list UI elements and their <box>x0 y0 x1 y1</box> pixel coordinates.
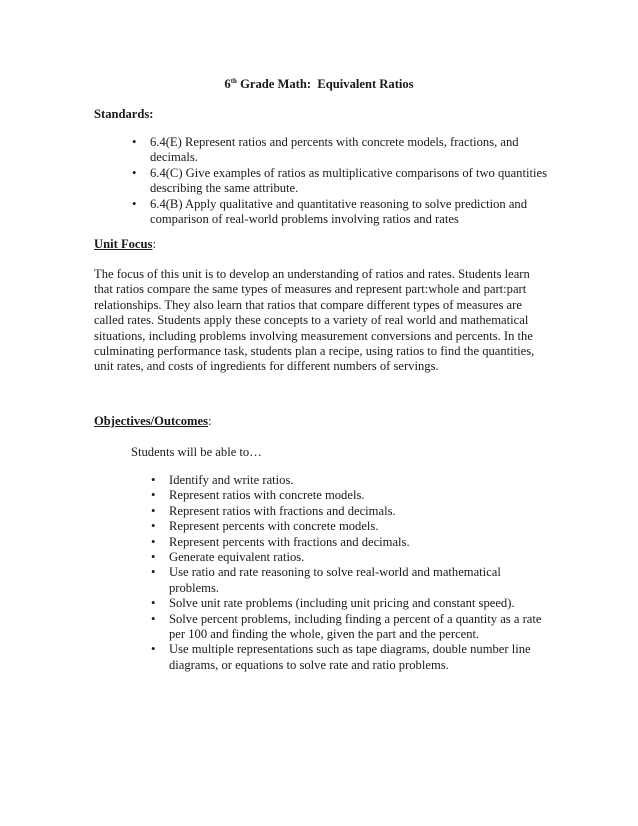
objective-item <box>151 503 549 519</box>
standard-item-text: 6.4(B) Apply qualitative and quantitative reasoning to solve prediction and comparison of real-world problems involving ratios and rates <box>150 196 528 227</box>
objective-item-text: Use multiple representations such as tape diagrams, double number line diagrams, or equations to solve rate and ratio problems. <box>169 642 531 672</box>
objective-item <box>151 565 549 596</box>
objective-item <box>151 550 549 565</box>
standards-list <box>132 135 550 227</box>
objective-item-text: Solve unit rate problems (including unit pricing and constant speed). <box>169 596 515 611</box>
bullet-icon: • <box>151 565 156 580</box>
bullet-icon: • <box>132 135 137 149</box>
unit-focus-body: The focus of this unit is to develop an understanding of ratios and rates. Students learn that ratios compare the same types of measures and represent part:whole and part:part relationships. They also learn that ratios that compare different types of measures are called rates. Students apply these concepts to a variety of real world and mathematical situations, including problems involving measurement conversions and percents. In the culminating performance task, students plan a recipe, using ratios to find the quantities, unit rates, and costs of ingredients for different numbers of servings. <box>94 267 535 374</box>
document-title <box>0 77 638 92</box>
objective-item-text: Represent percents with fractions and decimals. <box>169 534 410 549</box>
bullet-icon: • <box>151 534 156 549</box>
unit-focus-heading-colon: : <box>152 237 156 251</box>
objective-item <box>151 473 549 488</box>
objective-item <box>151 611 549 643</box>
bullet-icon: • <box>132 196 137 211</box>
objective-item-text: Generate equivalent ratios. <box>169 550 305 565</box>
objectives-heading-colon: : <box>208 414 212 428</box>
objective-item <box>151 534 549 550</box>
standard-item-text: 6.4(C) Give examples of ratios as multiplicative comparisons of two quantities describing the same attribute. <box>150 165 547 196</box>
bullet-icon: • <box>151 473 156 487</box>
objective-item-text: Represent ratios with concrete models. <box>169 488 365 503</box>
unit-focus-heading <box>94 237 156 252</box>
objective-item <box>151 642 549 673</box>
objective-item <box>151 519 549 534</box>
objectives-heading-text: Objectives/Outcomes <box>94 414 209 428</box>
standard-item <box>132 165 550 197</box>
bullet-icon: • <box>151 550 156 565</box>
bullet-icon: • <box>132 165 137 180</box>
objective-item-text: Solve percent problems, including finding a percent of a quantity as a rate per 100 and finding the whole, given the part and the percent. <box>169 611 542 642</box>
objective-item-text: Represent ratios with fractions and decimals. <box>169 503 396 518</box>
bullet-icon: • <box>151 488 156 503</box>
objective-item <box>151 596 549 611</box>
objectives-intro: Students will be able to… <box>131 445 262 459</box>
title-grade-number: 6 <box>224 77 231 91</box>
objective-item-text: Represent percents with concrete models. <box>169 519 379 534</box>
bullet-icon: • <box>151 642 156 657</box>
title-grade-superscript: th <box>230 77 237 85</box>
title-text: Grade Math: Equivalent Ratios <box>236 77 414 91</box>
standards-heading <box>94 107 154 122</box>
standard-item-text: 6.4(E) Represent ratios and percents with concrete models, fractions, and decimals. <box>150 135 519 165</box>
objectives-list <box>151 473 549 673</box>
standards-heading-text: Standards: <box>94 107 154 121</box>
bullet-icon: • <box>151 611 156 626</box>
standard-item <box>132 196 550 228</box>
standard-item <box>132 135 550 166</box>
objective-item <box>151 488 549 503</box>
unit-focus-heading-text: Unit Focus <box>94 237 153 251</box>
bullet-icon: • <box>151 503 156 518</box>
bullet-icon: • <box>151 519 156 534</box>
objectives-heading <box>94 414 212 429</box>
bullet-icon: • <box>151 596 156 611</box>
objective-item-text: Use ratio and rate reasoning to solve real-world and mathematical problems. <box>169 565 501 595</box>
objective-item-text: Identify and write ratios. <box>169 473 294 487</box>
